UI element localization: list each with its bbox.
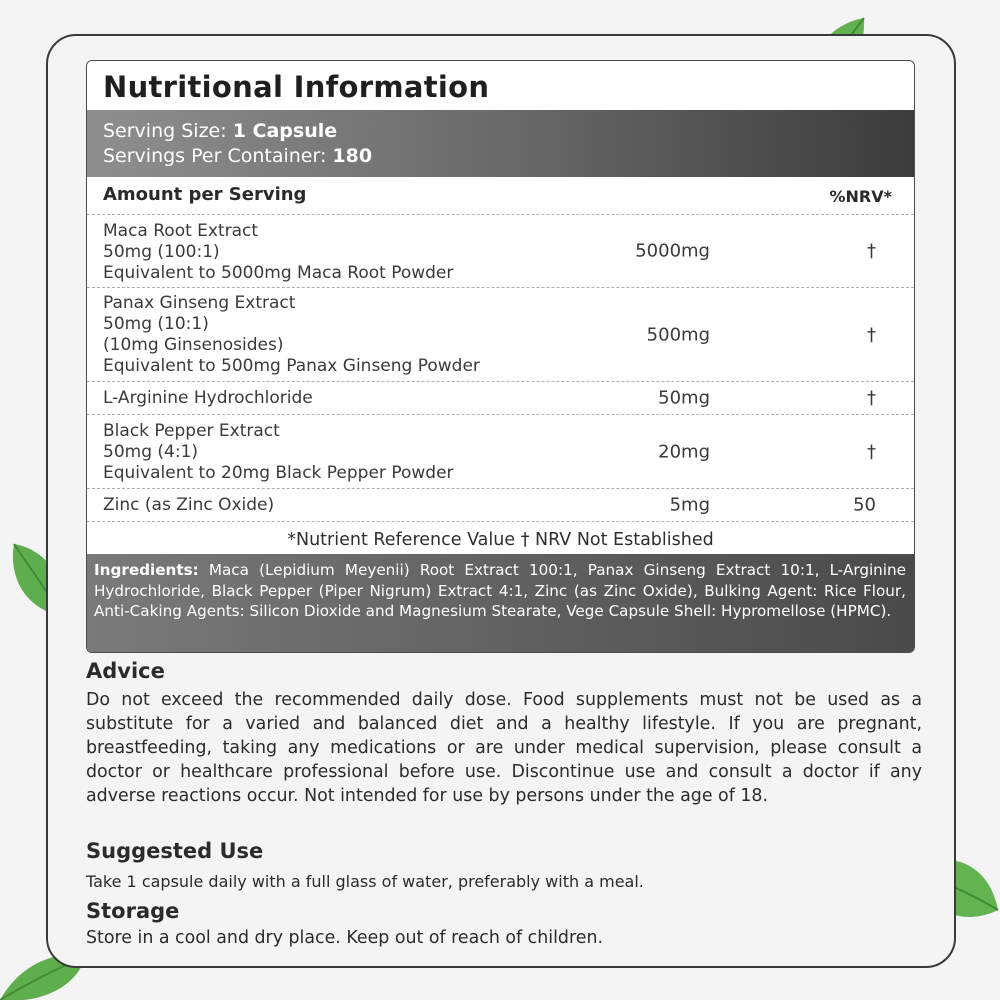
row-line: 50mg (10:1): [103, 314, 209, 334]
row-nrv: †: [867, 387, 876, 409]
row-amount: 20mg: [658, 441, 710, 462]
nutrition-panel: [86, 60, 915, 653]
suggested-use-text: Take 1 capsule daily with a full glass of water, preferably with a meal.: [86, 872, 644, 891]
row-line: Panax Ginseng Extract: [103, 293, 296, 313]
row-line: Equivalent to 20mg Black Pepper Powder: [103, 463, 454, 483]
row-line: Zinc (as Zinc Oxide): [103, 495, 275, 515]
nrv-footnote: *Nutrient Reference Value † NRV Not Established: [287, 530, 714, 550]
row-nrv: †: [867, 240, 876, 262]
row-name: [103, 221, 453, 284]
row-line: Equivalent to 500mg Panax Ginseng Powder: [103, 356, 480, 376]
nrv-header: %NRV*: [829, 187, 892, 206]
row-line: Maca Root Extract: [103, 221, 259, 241]
panel-title: Nutritional Information: [87, 61, 914, 110]
row-name: [103, 293, 480, 377]
row-line: 50mg (4:1): [103, 442, 199, 462]
ingredients-block: [87, 554, 914, 652]
row-line: Equivalent to 5000mg Maca Root Powder: [103, 263, 454, 283]
table-header: [87, 177, 914, 215]
advice-text: Do not exceed the recommended daily dose. Food supplements must not be used as a substitute for a varied and balanced diet and a healthy lifestyle. If you are pregnant, breastfeeding, taking any medications or are under medical supervision, please consult a doctor or healthcare professional before use. Discontinue use and consult a doctor if any adverse reactions occur. Not intended for use by persons under the age of 18.: [86, 690, 922, 806]
ingredients-text: Maca (Lepidium Meyenii) Root Extract 100:1, Panax Ginseng Extract 10:1, L-Arginine Hydrochloride, Black Pepper (Piper Nigrum) Extract 4:1, Zinc (as Zinc Oxide), Bulking Agent: Rice Flour, Anti-Caking Agents: Silicon Dioxide and Magnesium Stearate, Vege Capsule Shell: Hypromellose (HPMC).: [94, 561, 906, 620]
row-line: L-Arginine Hydrochloride: [103, 388, 313, 408]
row-nrv: †: [867, 324, 876, 345]
row-amount: 5mg: [669, 494, 710, 516]
storage-heading: Storage: [86, 899, 180, 923]
row-name: [103, 421, 454, 484]
serving-info: [87, 110, 914, 177]
table-row: [87, 382, 914, 415]
row-amount: 5000mg: [635, 240, 710, 262]
servings-per-container-value: 180: [332, 145, 373, 167]
servings-per-container-label: Servings Per Container:: [103, 145, 327, 167]
amount-header: Amount per Serving: [103, 184, 307, 205]
row-line: Black Pepper Extract: [103, 421, 280, 441]
suggested-use-heading: Suggested Use: [86, 839, 264, 863]
table-row: [87, 415, 914, 489]
advice-heading: Advice: [86, 659, 165, 683]
serving-size: [103, 119, 898, 144]
row-name: [103, 388, 313, 409]
table-row: [87, 288, 914, 382]
row-amount: 500mg: [646, 324, 710, 345]
row-nrv: 50: [853, 494, 876, 516]
ingredients-label: Ingredients:: [94, 561, 199, 579]
table-row: [87, 489, 914, 522]
row-line: 50mg (100:1): [103, 242, 220, 262]
row-amount: 50mg: [658, 387, 710, 409]
table-row: [87, 215, 914, 288]
row-line: (10mg Ginsenosides): [103, 335, 284, 355]
storage-text: Store in a cool and dry place. Keep out of reach of children.: [86, 928, 603, 948]
serving-size-value: 1 Capsule: [232, 120, 338, 142]
row-nrv: †: [867, 441, 876, 462]
servings-per-container: [103, 144, 898, 169]
row-name: [103, 495, 274, 516]
serving-size-label: Serving Size:: [103, 120, 227, 142]
